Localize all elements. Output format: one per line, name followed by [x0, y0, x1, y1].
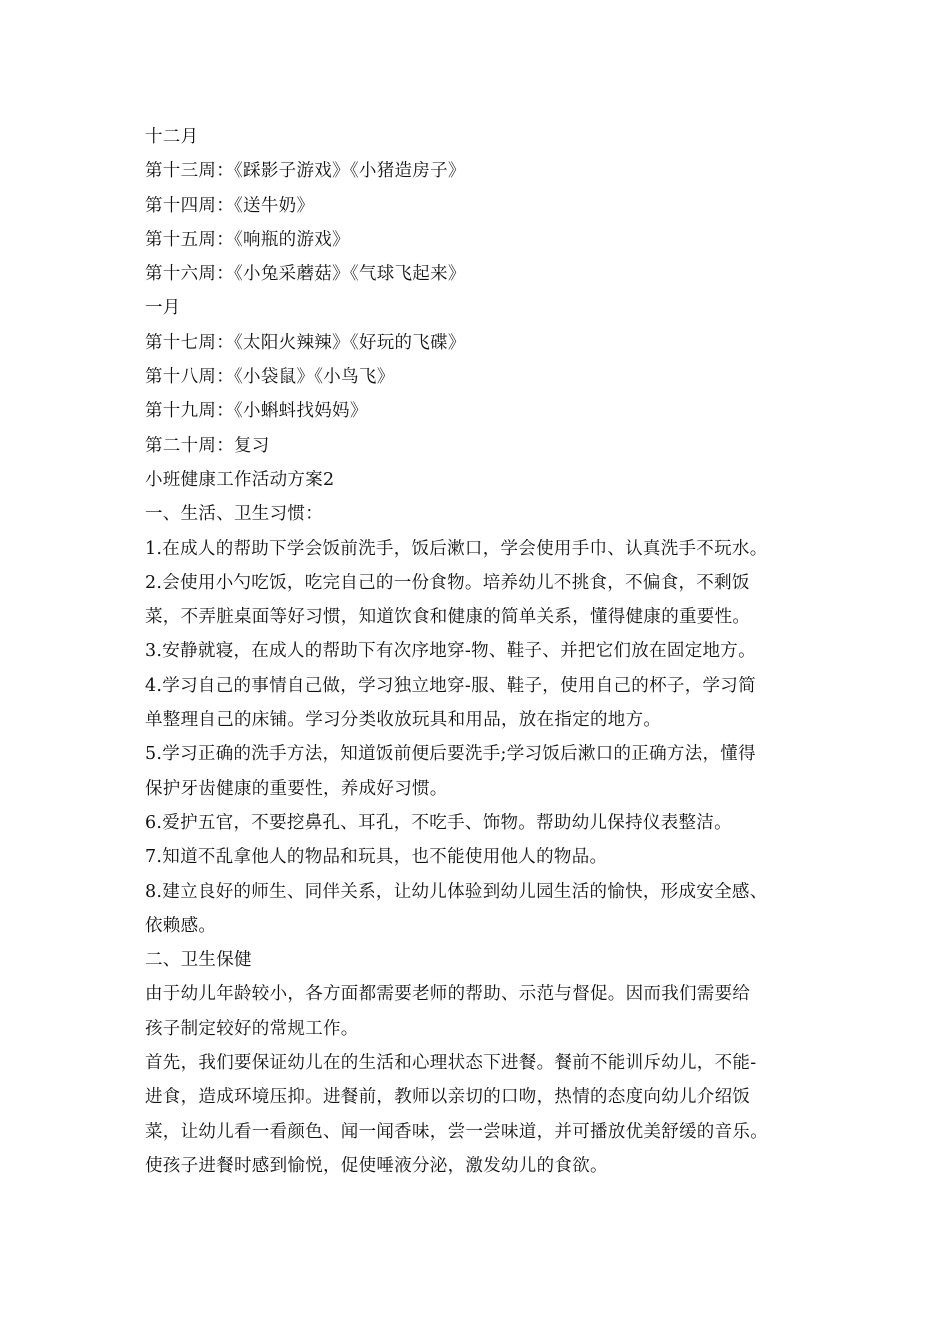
paragraph-line: 6.爱护五官，不要挖鼻孔、耳孔，不吃手、饰物。帮助幼儿保持仪表整洁。: [145, 812, 732, 833]
paragraph-line: 7.知道不乱拿他人的物品和玩具，也不能使用他人的物品。: [145, 847, 608, 868]
document-page: [145, 120, 825, 1183]
week-line: 第十九周：《小蝌蚪找妈妈》: [145, 401, 368, 422]
month-heading: 十二月: [145, 127, 199, 147]
paragraph-line: 保护牙齿健康的重要性，养成好习惯。: [145, 778, 448, 799]
month-heading: 一月: [145, 298, 181, 319]
paragraph-line: 5.学习正确的洗手方法，知道饭前便后要洗手;学习饭后漱口的正确方法，懂得: [145, 744, 756, 765]
paragraph-line: 1.在成人的帮助下学会饭前洗手，饭后漱口，学会使用手巾、认真洗手不玩水。: [145, 538, 768, 559]
section-heading: 一、生活、卫生习惯：: [145, 504, 323, 525]
paragraph-line: 单整理自己的床铺。学习分类收放玩具和用品，放在指定的地方。: [145, 710, 662, 731]
paragraph-line: 进食，造成环境压抑。进餐前，教师以亲切的口吻，热情的态度向幼儿介绍饭: [145, 1087, 751, 1108]
paragraph-line: 3.安静就寝，在成人的帮助下有次序地穿-物、鞋子、并把它们放在固定地方。: [145, 641, 756, 662]
paragraph-line: 首先，我们要保证幼儿在的生活和心理状态下进餐。餐前不能训斥幼儿，不能-: [145, 1053, 757, 1074]
week-line: 第十五周：《响瓶的游戏》: [145, 229, 350, 250]
week-line: 第二十周：复习: [145, 435, 270, 456]
paragraph-line: 菜，让幼儿看一看颜色、闻一闻香味，尝一尝味道，并可播放优美舒缓的音乐。: [145, 1121, 768, 1142]
paragraph-line: 8.建立良好的师生、同伴关系，让幼儿体验到幼儿园生活的愉快，形成安全感、: [145, 881, 768, 902]
paragraph-line: 4.学习自己的事情自己做，学习独立地穿-服、鞋子，使用自己的杯子，学习简: [145, 675, 756, 696]
paragraph-line: 菜，不弄脏桌面等好习惯，知道饮食和健康的简单关系，懂得健康的重要性。: [145, 607, 751, 628]
week-line: 第十三周：《踩影子游戏》《小猪造房子》: [145, 161, 466, 182]
section-heading: 二、卫生保健: [145, 950, 252, 971]
paragraph-line: 由于幼儿年龄较小，各方面都需要老师的帮助、示范与督促。因而我们需要给: [145, 984, 751, 1005]
document-title: 小班健康工作活动方案2: [145, 469, 335, 490]
paragraph-line: 2.会使用小勺吃饭，吃完自己的一份食物。培养幼儿不挑食，不偏食，不剩饭: [145, 572, 750, 593]
week-line: 第十六周：《小兔采蘑菇》《气球飞起来》: [145, 264, 466, 285]
paragraph-line: 使孩子进餐时感到愉悦，促使唾液分泌，激发幼儿的食欲。: [145, 1155, 608, 1176]
week-line: 第十七周：《太阳火辣辣》《好玩的飞碟》: [145, 332, 466, 353]
paragraph-line: 依赖感。: [145, 915, 217, 936]
paragraph-line: 孩子制定较好的常规工作。: [145, 1018, 359, 1039]
week-line: 第十八周：《小袋鼠》《小鸟飞》: [145, 367, 395, 388]
week-line: 第十四周：《送牛奶》: [145, 195, 315, 216]
